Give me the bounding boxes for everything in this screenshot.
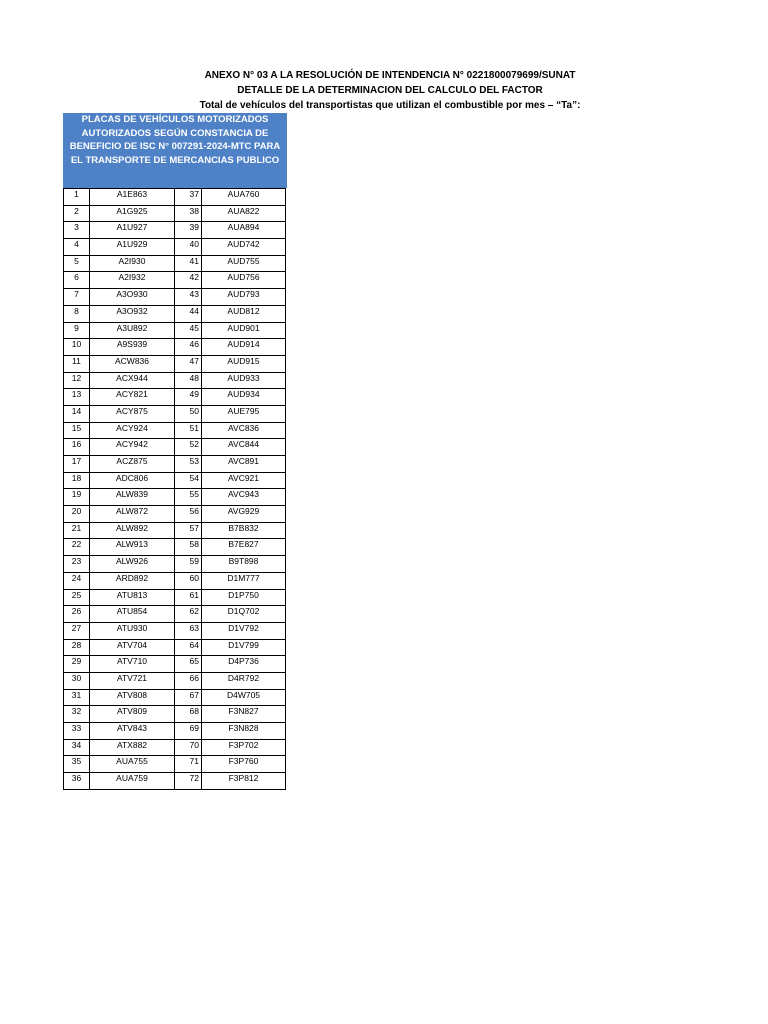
row-number-left: 29 [64,656,90,673]
plate-left: A1G925 [90,205,175,222]
plate-right: AUA822 [202,205,286,222]
plate-left: A1U927 [90,222,175,239]
header-line: AUTORIZADOS SEGÚN CONSTANCIA DE [81,127,269,139]
row-number-right: 50 [175,405,202,422]
row-number-right: 40 [175,239,202,256]
plate-right: D1P750 [202,589,286,606]
annex-title: ANEXO N° 03 A LA RESOLUCIÓN DE INTENDENCIA N° 0221800079699/SUNAT [204,70,576,81]
row-number-left: 4 [64,239,90,256]
row-number-right: 51 [175,422,202,439]
row-number-left: 15 [64,422,90,439]
plate-right: D4W705 [202,689,286,706]
row-number-right: 72 [175,773,202,790]
header-line: PLACAS DE VEHÍCULOS MOTORIZADOS [81,114,269,125]
plate-right: AUD934 [202,389,286,406]
row-number-right: 56 [175,506,202,523]
plate-left: ATV843 [90,723,175,740]
row-number-left: 35 [64,756,90,773]
plate-left: ACW836 [90,355,175,372]
row-number-left: 21 [64,522,90,539]
row-number-left: 20 [64,506,90,523]
plate-left: ACY924 [90,422,175,439]
table-row [64,289,286,306]
row-number-left: 33 [64,723,90,740]
row-number-right: 59 [175,556,202,573]
table-row [64,222,286,239]
plate-left: ATV721 [90,672,175,689]
row-number-right: 43 [175,289,202,306]
table-row [64,606,286,623]
table-row [64,372,286,389]
plate-left: A3O930 [90,289,175,306]
row-number-left: 12 [64,372,90,389]
row-number-left: 18 [64,472,90,489]
table-row [64,389,286,406]
table-row [64,339,286,356]
plate-right: AUD915 [202,355,286,372]
plate-right: D4P736 [202,656,286,673]
plate-left: ATX882 [90,739,175,756]
row-number-left: 1 [64,189,90,206]
plate-right: AUD812 [202,305,286,322]
table-row [64,656,286,673]
row-number-right: 71 [175,756,202,773]
row-number-left: 25 [64,589,90,606]
plate-left: ACY942 [90,439,175,456]
row-number-right: 46 [175,339,202,356]
plate-right: AVC921 [202,472,286,489]
plate-left: A2I930 [90,255,175,272]
row-number-right: 65 [175,656,202,673]
plate-right: F3P760 [202,756,286,773]
row-number-right: 70 [175,739,202,756]
row-number-left: 16 [64,439,90,456]
row-number-left: 14 [64,405,90,422]
row-number-right: 54 [175,472,202,489]
table-row [64,639,286,656]
table-row [64,556,286,573]
plate-left: ACY875 [90,405,175,422]
plate-right: AUE795 [202,405,286,422]
row-number-left: 17 [64,456,90,473]
plate-right: F3P812 [202,773,286,790]
row-number-right: 55 [175,489,202,506]
table-row [64,322,286,339]
plate-right: F3N828 [202,723,286,740]
table-row [64,589,286,606]
total-vehicles-caption: Total de vehículos del transportistas que utilizan el combustible por mes – “Ta”: [199,100,581,111]
row-number-right: 49 [175,389,202,406]
plate-left: AUA759 [90,773,175,790]
row-number-right: 58 [175,539,202,556]
plate-left: ATU813 [90,589,175,606]
plate-left: ALW913 [90,539,175,556]
table-row [64,689,286,706]
row-number-left: 2 [64,205,90,222]
table-row [64,739,286,756]
table-row [64,355,286,372]
plate-right: AVC891 [202,456,286,473]
row-number-left: 3 [64,222,90,239]
plate-left: A3U892 [90,322,175,339]
row-number-left: 8 [64,305,90,322]
plate-right: AVC836 [202,422,286,439]
row-number-right: 53 [175,456,202,473]
plate-right: AUD901 [202,322,286,339]
plate-left: ARD892 [90,572,175,589]
plate-right: D1V792 [202,622,286,639]
table-row [64,472,286,489]
row-number-left: 36 [64,773,90,790]
row-number-left: 26 [64,606,90,623]
plates-table [63,188,286,790]
row-number-right: 67 [175,689,202,706]
row-number-right: 63 [175,622,202,639]
plate-left: ATV704 [90,639,175,656]
table-row [64,456,286,473]
plate-right: B9T898 [202,556,286,573]
row-number-right: 38 [175,205,202,222]
row-number-left: 13 [64,389,90,406]
row-number-right: 42 [175,272,202,289]
row-number-left: 9 [64,322,90,339]
plate-left: ALW926 [90,556,175,573]
row-number-right: 69 [175,723,202,740]
table-row [64,572,286,589]
row-number-right: 39 [175,222,202,239]
table-row [64,622,286,639]
row-number-left: 31 [64,689,90,706]
row-number-left: 32 [64,706,90,723]
row-number-left: 23 [64,556,90,573]
plate-right: AUD755 [202,255,286,272]
plate-right: AVC844 [202,439,286,456]
plate-right: B7B832 [202,522,286,539]
plate-right: F3P702 [202,739,286,756]
table-row [64,773,286,790]
row-number-right: 61 [175,589,202,606]
row-number-right: 68 [175,706,202,723]
plate-left: ATU854 [90,606,175,623]
plate-left: ATV808 [90,689,175,706]
plate-left: A9S939 [90,339,175,356]
plate-left: ACZ875 [90,456,175,473]
table-row [64,205,286,222]
row-number-right: 45 [175,322,202,339]
plate-left: ADC806 [90,472,175,489]
plate-right: AUA760 [202,189,286,206]
row-number-left: 10 [64,339,90,356]
row-number-right: 52 [175,439,202,456]
table-row [64,439,286,456]
table-row [64,422,286,439]
row-number-right: 60 [175,572,202,589]
row-number-right: 41 [175,255,202,272]
table-row [64,706,286,723]
row-number-left: 6 [64,272,90,289]
detail-subtitle: DETALLE DE LA DETERMINACION DEL CALCULO DEL FACTOR [237,85,543,96]
row-number-right: 64 [175,639,202,656]
plate-right: AUD933 [202,372,286,389]
plate-left: A3O932 [90,305,175,322]
plate-right: AUD914 [202,339,286,356]
table-row [64,672,286,689]
row-number-left: 11 [64,355,90,372]
plate-left: ATV809 [90,706,175,723]
header-line: EL TRANSPORTE DE MERCANCIAS PUBLICO [70,154,280,166]
plate-right: AUA894 [202,222,286,239]
row-number-left: 28 [64,639,90,656]
table-row [64,756,286,773]
plate-right: AUD793 [202,289,286,306]
row-number-right: 37 [175,189,202,206]
plate-left: ACX944 [90,372,175,389]
row-number-left: 30 [64,672,90,689]
row-number-left: 24 [64,572,90,589]
row-number-right: 48 [175,372,202,389]
plate-right: B7E827 [202,539,286,556]
row-number-right: 44 [175,305,202,322]
plate-right: F3N827 [202,706,286,723]
plate-left: ALW839 [90,489,175,506]
plate-left: ATV710 [90,656,175,673]
row-number-left: 5 [64,255,90,272]
plate-left: ACY821 [90,389,175,406]
table-row [64,723,286,740]
table-row [64,239,286,256]
plate-right: D4R792 [202,672,286,689]
row-number-right: 66 [175,672,202,689]
plate-left: A1E863 [90,189,175,206]
row-number-left: 34 [64,739,90,756]
row-number-left: 27 [64,622,90,639]
table-row [64,305,286,322]
table-row [64,255,286,272]
plate-right: AVG929 [202,506,286,523]
row-number-right: 47 [175,355,202,372]
plate-left: A2I932 [90,272,175,289]
plate-left: ALW892 [90,522,175,539]
table-row [64,522,286,539]
plate-right: AUD756 [202,272,286,289]
table-row [64,405,286,422]
table-row [64,539,286,556]
table-row [64,272,286,289]
plate-right: AVC943 [202,489,286,506]
row-number-left: 7 [64,289,90,306]
plate-right: AUD742 [202,239,286,256]
plate-left: A1U929 [90,239,175,256]
plate-right: D1V799 [202,639,286,656]
row-number-left: 22 [64,539,90,556]
plate-left: ATU930 [90,622,175,639]
plate-right: D1Q702 [202,606,286,623]
row-number-right: 62 [175,606,202,623]
plate-right: D1M777 [202,572,286,589]
plate-left: AUA755 [90,756,175,773]
row-number-left: 19 [64,489,90,506]
table-row [64,489,286,506]
plates-table-header [63,113,287,188]
row-number-right: 57 [175,522,202,539]
table-row [64,189,286,206]
plate-left: ALW872 [90,506,175,523]
header-line: BENEFICIO DE ISC N° 007291-2024-MTC PARA [69,141,281,152]
table-row [64,506,286,523]
